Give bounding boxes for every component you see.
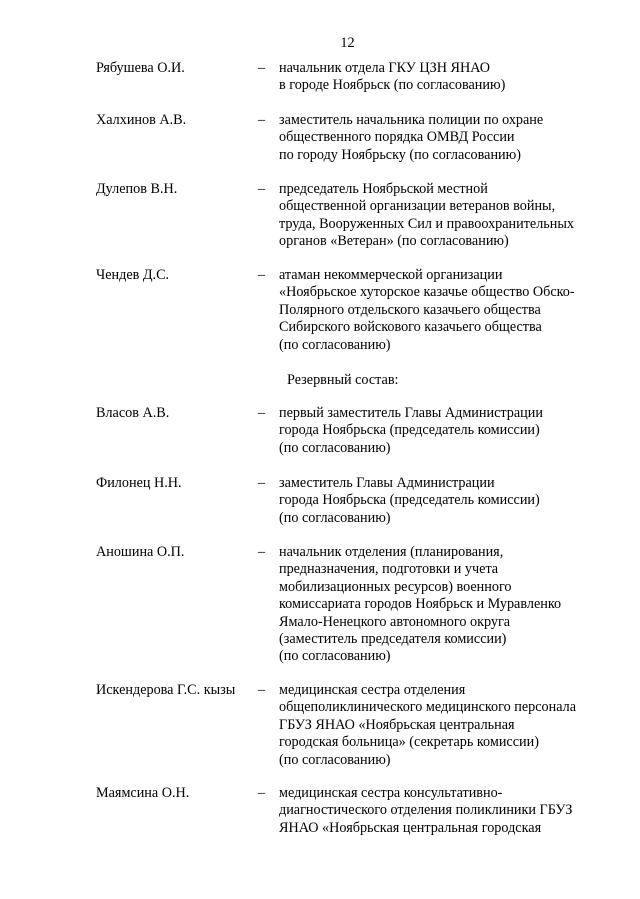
member-name: Дулепов В.Н. <box>96 181 178 197</box>
position-line: общественной организации ветеранов войны, <box>279 198 556 215</box>
position-line: Полярного отдельского казачьего общества <box>279 301 541 318</box>
dash-separator: – <box>258 682 266 698</box>
dash-separator: – <box>258 60 266 76</box>
position-line: (по согласованию) <box>279 336 391 353</box>
member-position <box>279 405 609 457</box>
position-line: атаман некоммерческой организации <box>279 267 503 283</box>
position-line: в городе Ноябрьск (по согласованию) <box>279 77 506 94</box>
position-line: органов «Ветеран» (по согласованию) <box>279 233 509 250</box>
position-line: мобилизационных ресурсов) военного <box>279 578 512 595</box>
dash-separator: – <box>258 267 266 283</box>
member-position <box>279 682 609 769</box>
member-name: Филонец Н.Н. <box>96 475 182 491</box>
position-line: ЯНАО «Ноябрьская центральная городская <box>279 819 542 836</box>
position-line: первый заместитель Главы Администрации <box>279 405 543 421</box>
position-line: комиссариата городов Ноябрьск и Муравленко <box>279 596 562 613</box>
member-name: Чендев Д.С. <box>96 267 170 283</box>
position-line: общественного порядка ОМВД России <box>279 129 515 146</box>
position-line: (заместитель председателя комиссии) <box>279 631 507 648</box>
position-line: Сибирского войскового казачьего общества <box>279 319 542 336</box>
dash-separator: – <box>258 405 266 421</box>
position-line: ГБУЗ ЯНАО «Ноябрьская центральная <box>279 716 515 733</box>
position-line: городская больница» (секретарь комиссии) <box>279 734 539 751</box>
dash-separator: – <box>258 475 266 491</box>
position-line: «Ноябрьское хуторское казачье общество Обско- <box>279 284 575 301</box>
member-name: Искендерова Г.С. кызы <box>96 682 236 698</box>
page-number: 12 <box>340 35 355 51</box>
position-line: начальник отделения (планирования, <box>279 544 504 560</box>
position-line: заместитель Главы Администрации <box>279 475 495 491</box>
member-position <box>279 112 609 164</box>
position-line: (по согласованию) <box>279 751 391 768</box>
member-name: Власов А.В. <box>96 405 170 421</box>
member-name: Аношина О.П. <box>96 544 185 560</box>
member-position <box>279 475 609 527</box>
position-line: общеполиклинического медицинского персонала <box>279 699 577 716</box>
position-line: Ямало-Ненецкого автономного округа <box>279 613 511 630</box>
dash-separator: – <box>258 181 266 197</box>
position-line: диагностического отделения поликлиники ГБУЗ <box>279 802 573 819</box>
position-line: (по согласованию) <box>279 439 391 456</box>
dash-separator: – <box>258 544 266 560</box>
position-line: города Ноябрьска (председатель комиссии) <box>279 492 540 509</box>
position-line: председатель Ноябрьской местной <box>279 181 488 197</box>
member-position <box>279 267 609 354</box>
member-position <box>279 181 609 251</box>
member-name: Рябушева О.И. <box>96 60 185 76</box>
position-line: заместитель начальника полиции по охране <box>279 112 544 128</box>
dash-separator: – <box>258 112 266 128</box>
position-line: труда, Вооруженных Сил и правоохранительных <box>279 215 574 232</box>
position-line: медицинская сестра отделения <box>279 682 466 698</box>
member-position <box>279 785 609 837</box>
position-line: медицинская сестра консультативно- <box>279 785 503 801</box>
position-line: (по согласованию) <box>279 509 391 526</box>
position-line: города Ноябрьска (председатель комиссии) <box>279 422 540 439</box>
member-position <box>279 544 609 666</box>
dash-separator: – <box>258 785 266 801</box>
position-line: (по согласованию) <box>279 648 391 665</box>
position-line: предназначения, подготовки и учета <box>279 561 499 578</box>
member-position <box>279 60 609 95</box>
member-name: Халхинов А.В. <box>96 112 187 128</box>
member-name: Маямсина О.Н. <box>96 785 190 801</box>
position-line: начальник отдела ГКУ ЦЗН ЯНАО <box>279 60 491 76</box>
reserve-heading: Резервный состав: <box>287 372 399 388</box>
position-line: по городу Ноябрьску (по согласованию) <box>279 146 521 163</box>
